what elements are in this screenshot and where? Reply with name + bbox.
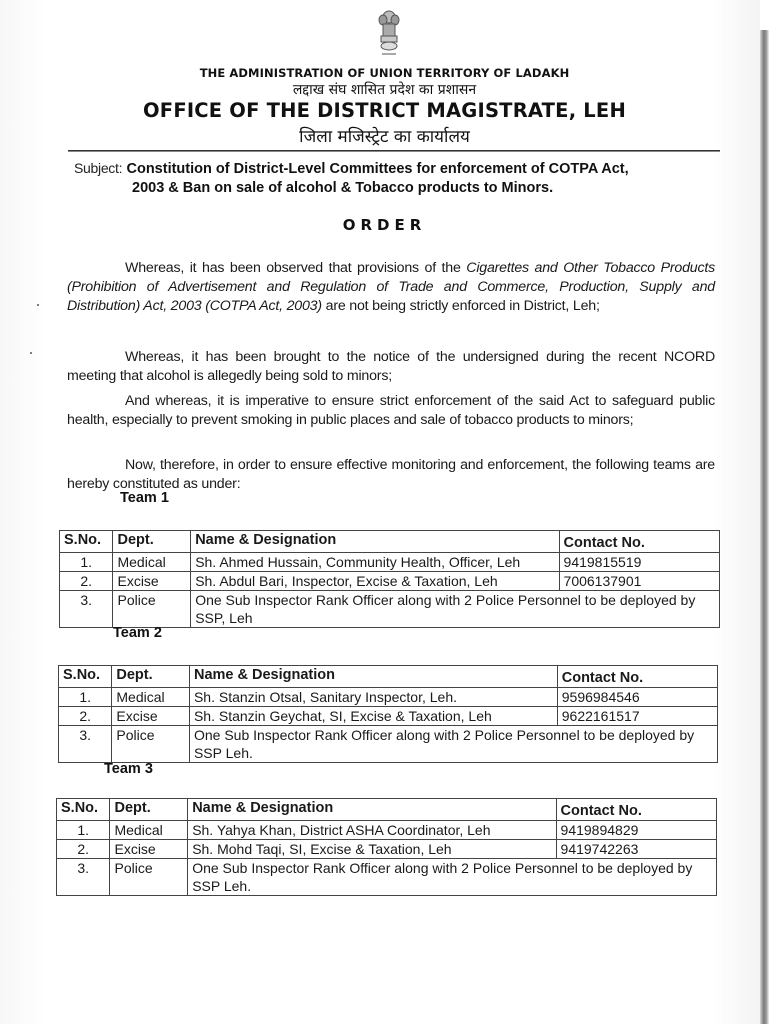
header-contact: Contact No.: [557, 666, 717, 688]
team-1-table: [59, 530, 720, 628]
scan-speck: [30, 352, 32, 354]
table-header-row: [60, 531, 720, 553]
cell-name: Sh. Stanzin Geychat, SI, Excise & Taxation, Leh: [189, 707, 557, 726]
scan-speck: [37, 304, 39, 306]
cotpa-act-title: Cigarettes and Other Tobacco Products (Prohibition of Advertisement and Regulation of Trade and Commerce, Production, Supply and Distribution) Act, 2003 (COTPA Act, 2003): [67, 260, 715, 314]
team-2-label: Team 2: [113, 625, 162, 641]
paragraph-1-text: Whereas, it has been observed that provisions of the: [125, 260, 467, 276]
order-title: ORDER: [342, 216, 427, 234]
cell-contact: 9622161517: [557, 707, 717, 726]
cell-name: Sh. Mohd Taqi, SI, Excise & Taxation, Leh: [188, 840, 556, 859]
header-dept: Dept.: [110, 799, 188, 821]
cell-dept: Medical: [113, 553, 191, 572]
cell-sno: 2.: [57, 840, 110, 859]
cell-sno: 3.: [60, 591, 113, 628]
cell-contact: 9419894829: [556, 821, 716, 840]
header-contact: Contact No.: [559, 531, 719, 553]
cell-sno: 3.: [57, 859, 110, 896]
header-dept: Dept.: [113, 531, 191, 553]
cell-name: One Sub Inspector Rank Officer along with 2 Police Personnel to be deployed by SSP, Leh: [191, 591, 720, 628]
team-3-label: Team 3: [104, 761, 153, 777]
cell-name: Sh. Ahmed Hussain, Community Health, Officer, Leh: [191, 553, 559, 572]
table-row: [57, 859, 717, 896]
header-sno: S.No.: [59, 666, 112, 688]
cell-sno: 1.: [57, 821, 110, 840]
header-divider: [68, 150, 720, 151]
team-3-table: [56, 798, 717, 896]
cell-dept: Excise: [110, 840, 188, 859]
subject-text-line1: Constitution of District-Level Committees for enforcement of COTPA Act,: [126, 161, 629, 177]
cell-name: Sh. Yahya Khan, District ASHA Coordinator, Leh: [188, 821, 556, 840]
team-2-table: [58, 665, 718, 763]
table-row: [57, 840, 717, 859]
table-header-row: [59, 666, 718, 688]
header-name: Name & Designation: [191, 531, 559, 553]
office-heading: OFFICE OF THE DISTRICT MAGISTRATE, LEH: [143, 99, 626, 122]
administration-heading: THE ADMINISTRATION OF UNION TERRITORY OF LADAKH: [199, 66, 570, 80]
page-edge-shadow: [760, 30, 769, 1024]
cell-contact: 9419742263: [556, 840, 716, 859]
cell-name: Sh. Stanzin Otsal, Sanitary Inspector, Leh.: [189, 688, 557, 707]
cell-name: One Sub Inspector Rank Officer along with 2 Police Personnel to be deployed by SSP Leh.: [188, 859, 717, 896]
table-header-row: [57, 799, 717, 821]
cell-name: One Sub Inspector Rank Officer along with 2 Police Personnel to be deployed by SSP Leh.: [189, 726, 717, 763]
paragraph-3-text: And whereas, it is imperative to ensure strict enforcement of the said Act to safeguard public health, especially to prevent smoking in public places and sale of tobacco products to minors;: [67, 393, 715, 428]
paragraph-1-text-end: are not being strictly enforced in District, Leh;: [321, 298, 600, 314]
team-1-label: Team 1: [120, 490, 169, 506]
cell-dept: Medical: [112, 688, 190, 707]
subject-text-line2: 2003 & Ban on sale of alcohol & Tobacco products to Minors.: [132, 180, 554, 196]
header-sno: S.No.: [60, 531, 113, 553]
paragraph-4-text: Now, therefore, in order to ensure effective monitoring and enforcement, the following teams are hereby constituted as under:: [67, 457, 715, 492]
cell-sno: 2.: [60, 572, 113, 591]
subject-label: Subject:: [74, 160, 123, 176]
cell-sno: 1.: [60, 553, 113, 572]
paragraph-1: [67, 259, 715, 316]
paragraph-2: [67, 348, 715, 386]
cell-dept: Medical: [110, 821, 188, 840]
cell-contact: 7006137901: [559, 572, 719, 591]
cell-sno: 1.: [59, 688, 112, 707]
header-sno: S.No.: [57, 799, 110, 821]
table-row: [59, 688, 718, 707]
national-emblem-icon: [374, 8, 404, 60]
cell-contact: 9596984546: [557, 688, 717, 707]
cell-dept: Police: [113, 591, 191, 628]
paragraph-3: [67, 392, 715, 430]
administration-heading-hindi: लद्दाख संघ शासित प्रदेश का प्रशासन: [292, 82, 477, 98]
table-row: [60, 591, 720, 628]
header-name: Name & Designation: [188, 799, 556, 821]
cell-dept: Excise: [112, 707, 190, 726]
cell-contact: 9419815519: [559, 553, 719, 572]
subject-block: [74, 159, 734, 198]
header-dept: Dept.: [112, 666, 190, 688]
table-row: [57, 821, 717, 840]
paragraph-4: [67, 456, 715, 494]
office-heading-hindi: जिला मजिस्ट्रेट का कार्यालय: [299, 127, 470, 147]
cell-sno: 3.: [59, 726, 112, 763]
cell-dept: Excise: [113, 572, 191, 591]
header-name: Name & Designation: [189, 666, 557, 688]
paragraph-2-text: Whereas, it has been brought to the notice of the undersigned during the recent NCORD meeting that alcohol is allegedly being sold to minors;: [67, 349, 715, 384]
table-row: [59, 707, 718, 726]
header-contact: Contact No.: [556, 799, 716, 821]
table-row: [60, 553, 720, 572]
cell-dept: Police: [112, 726, 190, 763]
table-row: [60, 572, 720, 591]
cell-dept: Police: [110, 859, 188, 896]
cell-sno: 2.: [59, 707, 112, 726]
table-row: [59, 726, 718, 763]
cell-name: Sh. Abdul Bari, Inspector, Excise & Taxation, Leh: [191, 572, 559, 591]
